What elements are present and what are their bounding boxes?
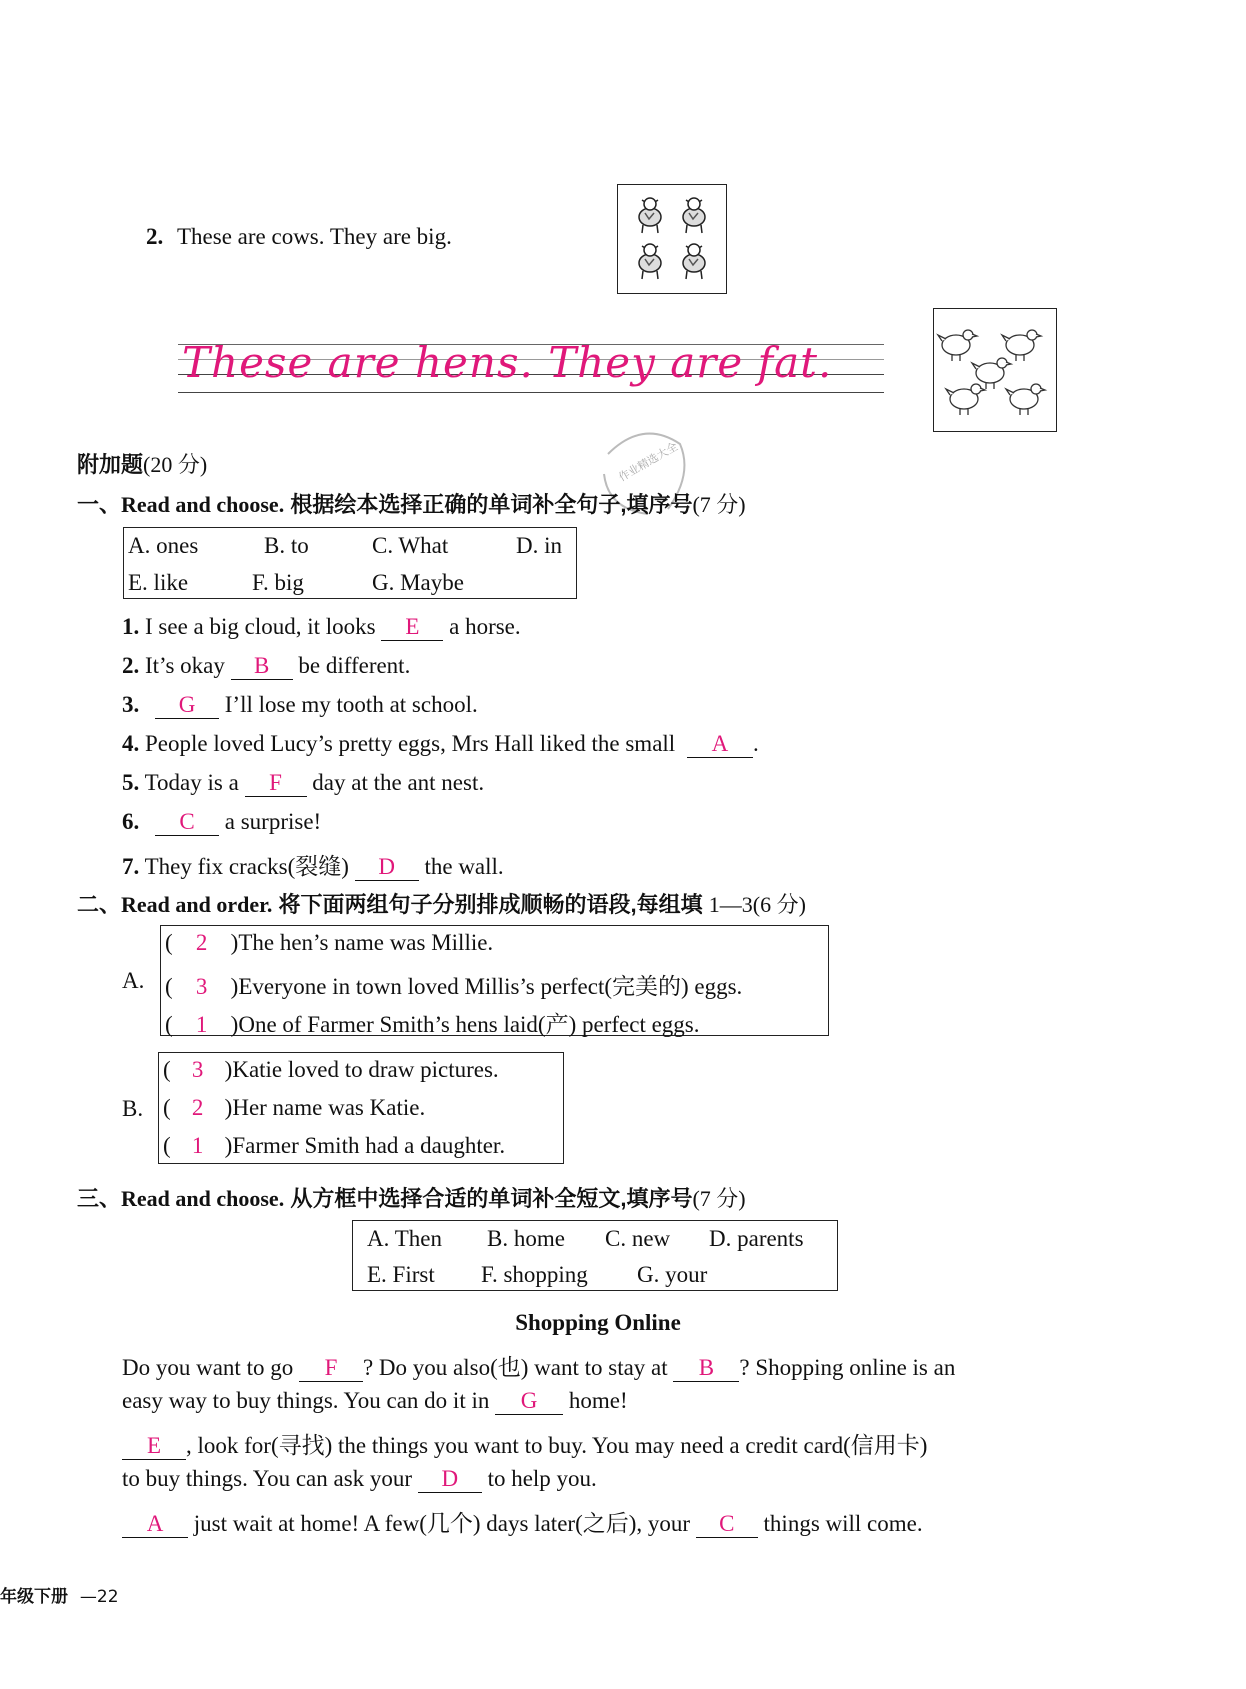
group-a-label: A. <box>122 968 145 993</box>
question-2 <box>146 224 452 250</box>
order-number: 1 <box>191 1133 204 1158</box>
order-row: ( 2 )The hen’s name was Millie. <box>165 930 494 955</box>
list-item: 1. I see a big cloud, it looks E a horse. <box>122 614 521 639</box>
option-item: B. home <box>487 1226 565 1251</box>
option-item: A. ones <box>128 533 199 558</box>
group-a-box <box>160 925 829 1036</box>
hen-icon <box>934 309 1056 431</box>
answer-blank: G <box>495 1388 563 1415</box>
passage-line: Do you want to go F ? Do you also(也) want to stay at B ? Shopping online is an <box>122 1355 956 1380</box>
answer-blank: A <box>687 731 753 758</box>
question-number: 2. <box>146 224 164 249</box>
question-text: These are cows. They are big. <box>177 224 452 249</box>
option-item: D. parents <box>709 1226 804 1251</box>
hen-picture <box>933 308 1057 432</box>
cow-icon <box>618 185 726 293</box>
option-item: E. First <box>367 1262 435 1287</box>
handwritten-answer: These are hens. They are fat. <box>182 338 833 387</box>
option-item: C. What <box>372 533 449 558</box>
order-row: ( 3 )Katie loved to draw pictures. <box>163 1057 499 1082</box>
option-item: D. in <box>516 533 562 558</box>
answer-blank: D <box>418 1466 482 1493</box>
section-2-heading: 二、Read and order. 将下面两组句子分别排成顺畅的语段,每组填 1—3(6 分) <box>77 892 806 917</box>
option-item: E. like <box>128 570 189 595</box>
answer-blank: B <box>673 1355 739 1382</box>
bonus-title: 附加题(20 分) <box>77 452 208 477</box>
answer-blank: B <box>231 653 293 680</box>
section-3-options-box <box>352 1220 838 1291</box>
order-number: 3 <box>195 974 208 999</box>
group-b-label: B. <box>122 1096 144 1121</box>
answer-blank: F <box>245 770 307 797</box>
list-item: 2. It’s okay B be different. <box>122 653 411 678</box>
handwriting-lines <box>178 340 884 400</box>
list-item: 3. G I’ll lose my tooth at school. <box>122 692 478 717</box>
order-number: 2 <box>191 1095 204 1120</box>
option-item: F. big <box>252 570 304 595</box>
answer-blank: A <box>122 1511 188 1538</box>
order-row: ( 1 )One of Farmer Smith’s hens laid(产) perfect eggs. <box>165 1012 700 1037</box>
passage-title: Shopping Online <box>515 1310 681 1335</box>
section-3-heading: 三、Read and choose. 从方框中选择合适的单词补全短文,填序号(7 分) <box>77 1186 746 1211</box>
list-item: 7. They fix cracks(裂缝) D the wall. <box>122 854 504 879</box>
section-1-options-box <box>123 527 577 599</box>
answer-blank: D <box>355 854 419 881</box>
option-item: G. Maybe <box>372 570 464 595</box>
option-item: C. new <box>605 1226 671 1251</box>
list-item: 6. C a surprise! <box>122 809 322 834</box>
passage-line: to buy things. You can ask your D to help you. <box>122 1466 597 1491</box>
list-item: 4. People loved Lucy’s pretty eggs, Mrs Hall liked the small A . <box>122 731 759 756</box>
passage-line: E , look for(寻找) the things you want to buy. You may need a credit card(信用卡) <box>122 1427 927 1460</box>
option-item: G. your <box>637 1262 708 1287</box>
list-item: 5. Today is a F day at the ant nest. <box>122 770 485 795</box>
order-row: ( 3 )Everyone in town loved Millis’s perfect(完美的) eggs. <box>165 974 743 999</box>
answer-blank: E <box>122 1433 186 1460</box>
answer-blank: E <box>381 614 443 641</box>
order-row: ( 1 )Farmer Smith had a daughter. <box>163 1133 506 1158</box>
passage-line: easy way to buy things. You can do it in G home! <box>122 1388 628 1413</box>
answer-blank: C <box>696 1511 758 1538</box>
option-item: A. Then <box>367 1226 442 1251</box>
answer-blank: F <box>299 1355 363 1382</box>
option-item: B. to <box>264 533 309 558</box>
order-number: 1 <box>195 1012 208 1037</box>
stamp-text: 作业精选大全 <box>616 439 681 485</box>
group-b-box <box>158 1052 564 1164</box>
answer-blank: C <box>155 809 219 836</box>
passage-line: A just wait at home! A few(几个) days later(之后), your C things will come. <box>122 1505 923 1538</box>
page-footer: 年级下册 —22 <box>0 1587 119 1607</box>
page-number: —22 <box>79 1587 119 1607</box>
option-item: F. shopping <box>481 1262 588 1287</box>
answer-blank: G <box>155 692 219 719</box>
section-1-heading: 一、Read and choose. 根据绘本选择正确的单词补全句子,填序号(7 分) <box>77 492 746 517</box>
order-number: 3 <box>191 1057 204 1082</box>
order-row: ( 2 )Her name was Katie. <box>163 1095 426 1120</box>
cow-picture <box>617 184 727 294</box>
order-number: 2 <box>195 930 208 955</box>
